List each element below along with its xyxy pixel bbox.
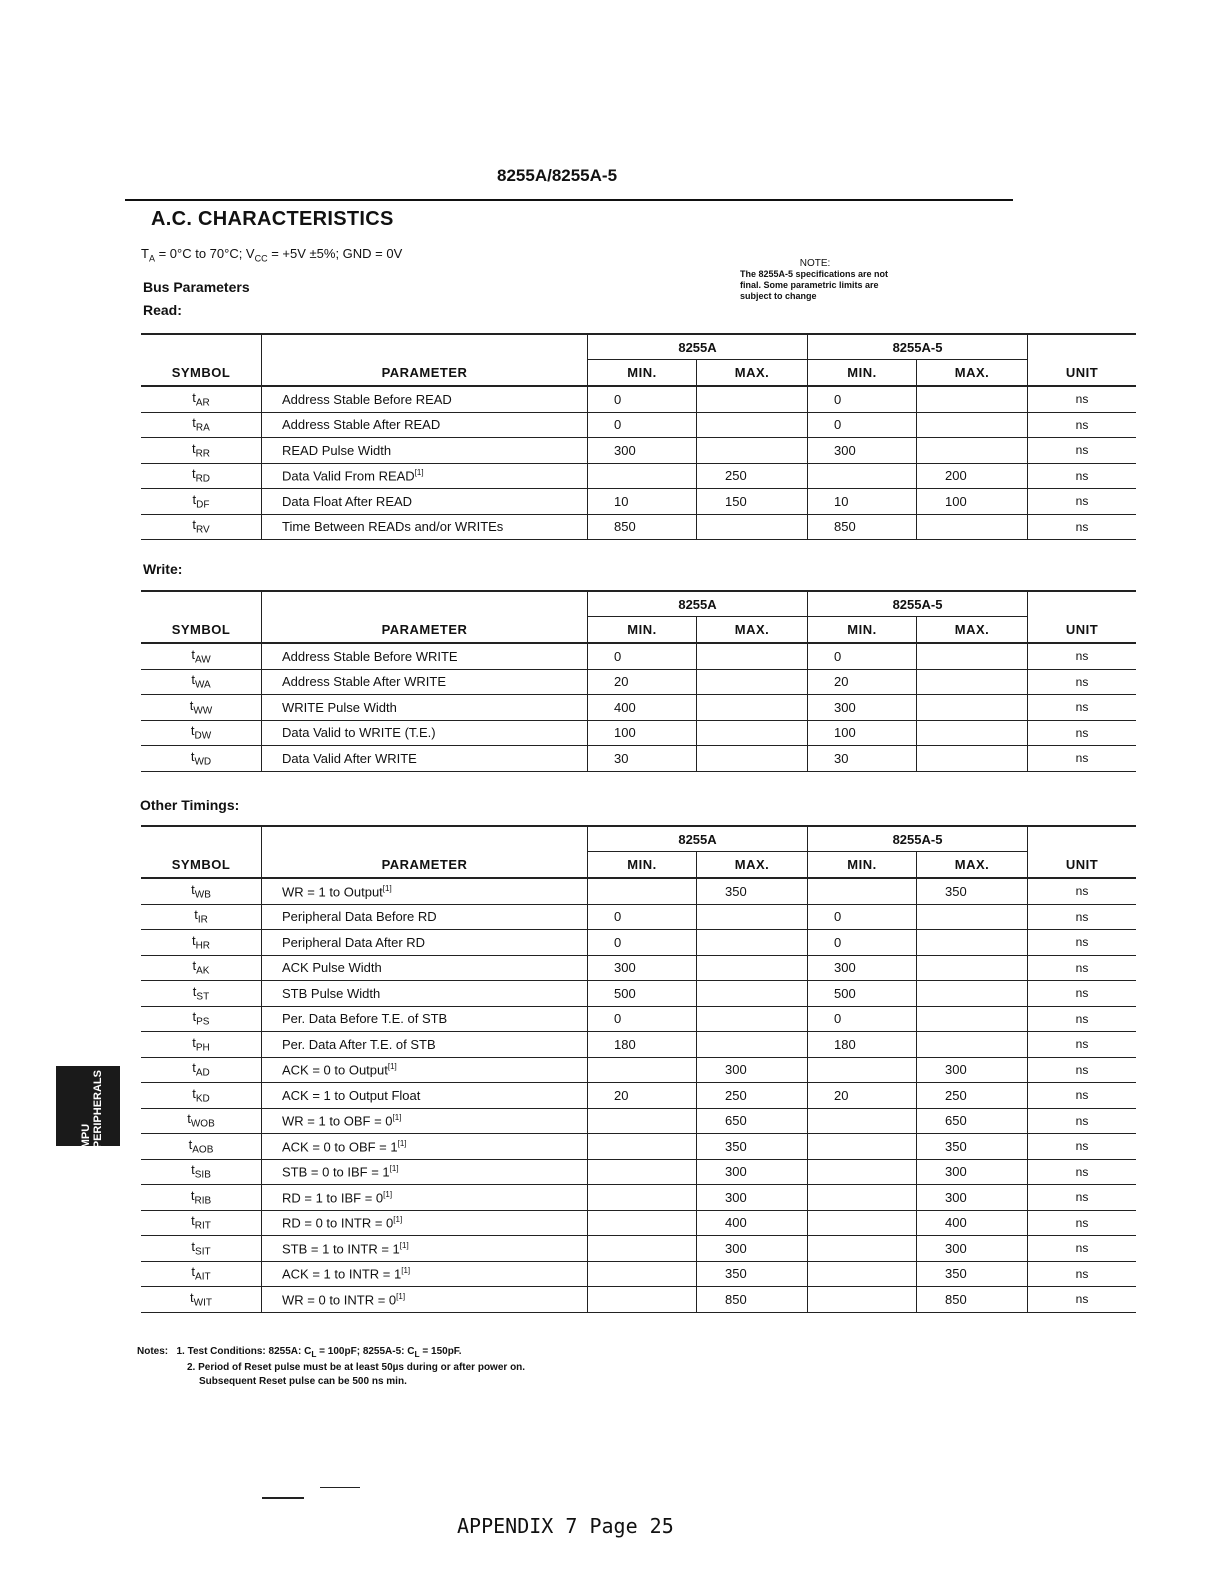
min-8255a-cell: 300 xyxy=(588,955,697,981)
symbol-cell: $t_{WIT}$ xyxy=(141,1287,262,1313)
max-8255a-cell xyxy=(697,438,808,464)
unit-cell: ns xyxy=(1028,695,1137,721)
table-row xyxy=(141,720,1136,746)
parameter-cell: ACK = 1 to Output Float xyxy=(262,1083,588,1109)
max-8255a-5-cell xyxy=(917,904,1028,930)
min-8255a-5-cell: 100 xyxy=(808,720,917,746)
symbol-cell: $t_{RIB}$ xyxy=(141,1185,262,1211)
min-8255a-cell xyxy=(588,1159,697,1185)
min-8255a-5-cell: 20 xyxy=(808,1083,917,1109)
min-8255a-cell xyxy=(588,1210,697,1236)
parameter-cell: Peripheral Data After RD xyxy=(262,930,588,956)
column-header-max: MAX. xyxy=(697,852,808,879)
max-8255a-cell: 400 xyxy=(697,1210,808,1236)
group-header-8255a-5: 8255A-5 xyxy=(808,826,1028,852)
symbol-cell: $t_{KD}$ xyxy=(141,1083,262,1109)
symbol-cell: $t_{WW}$ xyxy=(141,695,262,721)
min-8255a-cell: 180 xyxy=(588,1032,697,1058)
unit-cell: ns xyxy=(1028,1083,1137,1109)
min-8255a-cell xyxy=(588,1185,697,1211)
symbol-cell: $t_{WD}$ xyxy=(141,746,262,772)
table-row xyxy=(141,386,1136,412)
symbol-cell: $t_{DF}$ xyxy=(141,489,262,515)
max-8255a-5-cell: 200 xyxy=(917,463,1028,489)
table-row xyxy=(141,1032,1136,1058)
min-8255a-5-cell xyxy=(808,1185,917,1211)
section-write: Write: xyxy=(143,561,183,577)
table-row xyxy=(141,463,1136,489)
max-8255a-5-cell xyxy=(917,746,1028,772)
parameter-cell: Data Valid From READ[1] xyxy=(262,463,588,489)
table-row xyxy=(141,669,1136,695)
column-header-symbol: SYMBOL xyxy=(141,617,262,644)
parameter-cell: Data Float After READ xyxy=(262,489,588,515)
unit-cell: ns xyxy=(1028,1108,1137,1134)
group-header-8255a: 8255A xyxy=(588,591,808,617)
max-8255a-cell xyxy=(697,695,808,721)
min-8255a-cell: 10 xyxy=(588,489,697,515)
max-8255a-5-cell xyxy=(917,1006,1028,1032)
min-8255a-cell: 300 xyxy=(588,438,697,464)
unit-cell: ns xyxy=(1028,1134,1137,1160)
parameter-cell: STB = 0 to IBF = 1[1] xyxy=(262,1159,588,1185)
unit-cell: ns xyxy=(1028,720,1137,746)
min-8255a-5-cell xyxy=(808,1287,917,1313)
max-8255a-5-cell xyxy=(917,981,1028,1007)
max-8255a-5-cell xyxy=(917,1032,1028,1058)
page-footer: APPENDIX 7 Page 25 xyxy=(457,1514,674,1538)
parameter-cell: STB Pulse Width xyxy=(262,981,588,1007)
max-8255a-cell: 300 xyxy=(697,1185,808,1211)
parameter-cell: Time Between READs and/or WRITEs xyxy=(262,514,588,540)
min-8255a-cell: 400 xyxy=(588,695,697,721)
max-8255a-5-cell xyxy=(917,643,1028,669)
table-row xyxy=(141,1006,1136,1032)
max-8255a-cell: 350 xyxy=(697,878,808,904)
column-header-symbol: SYMBOL xyxy=(141,360,262,387)
section-read: Read: xyxy=(143,302,182,318)
max-8255a-5-cell: 300 xyxy=(917,1236,1028,1262)
table-row xyxy=(141,930,1136,956)
symbol-cell: $t_{AK}$ xyxy=(141,955,262,981)
table-row xyxy=(141,695,1136,721)
max-8255a-5-cell: 300 xyxy=(917,1057,1028,1083)
unit-cell: ns xyxy=(1028,1057,1137,1083)
min-8255a-cell: 30 xyxy=(588,746,697,772)
table-row xyxy=(141,955,1136,981)
parameter-cell: WR = 1 to Output[1] xyxy=(262,878,588,904)
parameter-cell: Per. Data Before T.E. of STB xyxy=(262,1006,588,1032)
symbol-cell: $t_{RD}$ xyxy=(141,463,262,489)
max-8255a-cell xyxy=(697,955,808,981)
max-8255a-5-cell: 400 xyxy=(917,1210,1028,1236)
min-8255a-5-cell xyxy=(808,463,917,489)
max-8255a-5-cell: 350 xyxy=(917,1134,1028,1160)
group-header-8255a-5: 8255A-5 xyxy=(808,591,1028,617)
note-text: The 8255A-5 specifications are not final. Some parametric limits are subject to change xyxy=(740,269,889,301)
symbol-cell: $t_{HR}$ xyxy=(141,930,262,956)
unit-cell: ns xyxy=(1028,1032,1137,1058)
parameter-cell: ACK = 0 to Output[1] xyxy=(262,1057,588,1083)
side-tab: MPU PERIPHERALS xyxy=(56,1066,120,1146)
min-8255a-cell: 100 xyxy=(588,720,697,746)
min-8255a-5-cell: 300 xyxy=(808,955,917,981)
symbol-cell: $t_{AOB}$ xyxy=(141,1134,262,1160)
symbol-cell: $t_{WA}$ xyxy=(141,669,262,695)
max-8255a-5-cell xyxy=(917,695,1028,721)
unit-cell: ns xyxy=(1028,746,1137,772)
table-row xyxy=(141,412,1136,438)
table-row xyxy=(141,1236,1136,1262)
scan-mark xyxy=(262,1497,304,1499)
max-8255a-5-cell: 350 xyxy=(917,1261,1028,1287)
min-8255a-5-cell xyxy=(808,1057,917,1083)
table-row xyxy=(141,1134,1136,1160)
max-8255a-5-cell: 250 xyxy=(917,1083,1028,1109)
symbol-cell: $t_{SIT}$ xyxy=(141,1236,262,1262)
parameter-cell: Address Stable Before WRITE xyxy=(262,643,588,669)
max-8255a-5-cell: 300 xyxy=(917,1159,1028,1185)
notes-block xyxy=(137,1345,525,1389)
min-8255a-cell xyxy=(588,1108,697,1134)
column-header-unit: UNIT xyxy=(1028,852,1137,879)
max-8255a-cell xyxy=(697,1032,808,1058)
symbol-cell: $t_{DW}$ xyxy=(141,720,262,746)
min-8255a-5-cell: 0 xyxy=(808,1006,917,1032)
symbol-cell: $t_{PS}$ xyxy=(141,1006,262,1032)
min-8255a-5-cell: 20 xyxy=(808,669,917,695)
max-8255a-cell xyxy=(697,981,808,1007)
max-8255a-cell xyxy=(697,669,808,695)
symbol-cell: $t_{RV}$ xyxy=(141,514,262,540)
max-8255a-5-cell: 300 xyxy=(917,1185,1028,1211)
min-8255a-5-cell xyxy=(808,1261,917,1287)
max-8255a-cell: 300 xyxy=(697,1159,808,1185)
column-header-min: MIN. xyxy=(808,360,917,387)
max-8255a-cell: 150 xyxy=(697,489,808,515)
min-8255a-5-cell: 850 xyxy=(808,514,917,540)
min-8255a-cell: 0 xyxy=(588,1006,697,1032)
min-8255a-5-cell xyxy=(808,1236,917,1262)
min-8255a-5-cell xyxy=(808,1134,917,1160)
max-8255a-cell: 650 xyxy=(697,1108,808,1134)
table-row xyxy=(141,878,1136,904)
min-8255a-5-cell: 30 xyxy=(808,746,917,772)
parameter-cell: Per. Data After T.E. of STB xyxy=(262,1032,588,1058)
max-8255a-5-cell: 100 xyxy=(917,489,1028,515)
max-8255a-cell xyxy=(697,386,808,412)
min-8255a-5-cell xyxy=(808,1108,917,1134)
parameter-cell: WR = 0 to INTR = 0[1] xyxy=(262,1287,588,1313)
column-header-parameter: PARAMETER xyxy=(262,360,588,387)
max-8255a-5-cell: 650 xyxy=(917,1108,1028,1134)
parameter-cell: ACK Pulse Width xyxy=(262,955,588,981)
group-header-8255a-5: 8255A-5 xyxy=(808,334,1028,360)
max-8255a-5-cell xyxy=(917,720,1028,746)
parameter-cell: READ Pulse Width xyxy=(262,438,588,464)
min-8255a-cell xyxy=(588,1287,697,1313)
column-header-min: MIN. xyxy=(588,852,697,879)
column-header-min: MIN. xyxy=(588,360,697,387)
min-8255a-cell xyxy=(588,1057,697,1083)
table-row xyxy=(141,1261,1136,1287)
note-3: Subsequent Reset pulse can be 500 ns min. xyxy=(199,1376,407,1387)
min-8255a-cell xyxy=(588,1134,697,1160)
min-8255a-5-cell: 180 xyxy=(808,1032,917,1058)
table-row xyxy=(141,1159,1136,1185)
unit-cell: ns xyxy=(1028,386,1137,412)
unit-cell: ns xyxy=(1028,1287,1137,1313)
parameter-cell: STB = 1 to INTR = 1[1] xyxy=(262,1236,588,1262)
symbol-cell: $t_{RA}$ xyxy=(141,412,262,438)
max-8255a-cell: 350 xyxy=(697,1134,808,1160)
unit-cell: ns xyxy=(1028,438,1137,464)
max-8255a-5-cell: 850 xyxy=(917,1287,1028,1313)
max-8255a-5-cell xyxy=(917,930,1028,956)
table-row xyxy=(141,746,1136,772)
symbol-cell: $t_{AD}$ xyxy=(141,1057,262,1083)
column-header-min: MIN. xyxy=(588,617,697,644)
page-title: A.C. CHARACTERISTICS xyxy=(151,208,394,230)
min-8255a-5-cell: 10 xyxy=(808,489,917,515)
parameter-cell: WR = 1 to OBF = 0[1] xyxy=(262,1108,588,1134)
max-8255a-cell: 250 xyxy=(697,1083,808,1109)
max-8255a-5-cell xyxy=(917,438,1028,464)
column-header-max: MAX. xyxy=(697,617,808,644)
max-8255a-5-cell: 350 xyxy=(917,878,1028,904)
table-row xyxy=(141,1057,1136,1083)
parameter-cell: Address Stable After WRITE xyxy=(262,669,588,695)
column-header-max: MAX. xyxy=(917,617,1028,644)
min-8255a-cell: 850 xyxy=(588,514,697,540)
parameter-cell: RD = 0 to INTR = 0[1] xyxy=(262,1210,588,1236)
max-8255a-cell xyxy=(697,930,808,956)
parameter-cell: Peripheral Data Before RD xyxy=(262,904,588,930)
section-bus-parameters: Bus Parameters xyxy=(143,279,250,295)
min-8255a-5-cell: 0 xyxy=(808,904,917,930)
group-header-8255a: 8255A xyxy=(588,334,808,360)
column-header-max: MAX. xyxy=(697,360,808,387)
min-8255a-cell: 0 xyxy=(588,930,697,956)
note-box xyxy=(740,258,890,302)
unit-cell: ns xyxy=(1028,412,1137,438)
table-row xyxy=(141,489,1136,515)
max-8255a-cell: 300 xyxy=(697,1236,808,1262)
parameter-cell: Address Stable Before READ xyxy=(262,386,588,412)
max-8255a-cell xyxy=(697,746,808,772)
min-8255a-cell: 500 xyxy=(588,981,697,1007)
min-8255a-cell xyxy=(588,878,697,904)
max-8255a-cell xyxy=(697,720,808,746)
max-8255a-5-cell xyxy=(917,412,1028,438)
min-8255a-cell xyxy=(588,1261,697,1287)
table-row xyxy=(141,981,1136,1007)
column-header-symbol: SYMBOL xyxy=(141,852,262,879)
group-header-8255a: 8255A xyxy=(588,826,808,852)
unit-cell: ns xyxy=(1028,955,1137,981)
table-row xyxy=(141,1108,1136,1134)
max-8255a-5-cell xyxy=(917,955,1028,981)
min-8255a-cell: 0 xyxy=(588,386,697,412)
min-8255a-5-cell: 0 xyxy=(808,386,917,412)
table-row xyxy=(141,1185,1136,1211)
operating-conditions: $T_A = 0^\circ C$ to 70°C; $V_{CC} = +5V \pm 5\%$; GND = 0V xyxy=(141,246,403,264)
min-8255a-5-cell xyxy=(808,1159,917,1185)
min-8255a-5-cell xyxy=(808,1210,917,1236)
symbol-cell: $t_{WB}$ xyxy=(141,878,262,904)
symbol-cell: $t_{SIB}$ xyxy=(141,1159,262,1185)
unit-cell: ns xyxy=(1028,1185,1137,1211)
parameter-cell: ACK = 0 to OBF = 1[1] xyxy=(262,1134,588,1160)
column-header-min: MIN. xyxy=(808,617,917,644)
max-8255a-cell xyxy=(697,904,808,930)
max-8255a-cell xyxy=(697,1006,808,1032)
symbol-cell: $t_{AW}$ xyxy=(141,643,262,669)
unit-cell: ns xyxy=(1028,669,1137,695)
header-rule xyxy=(125,199,1013,201)
parameter-cell: RD = 1 to IBF = 0[1] xyxy=(262,1185,588,1211)
part-number: 8255A/8255A-5 xyxy=(497,166,618,185)
parameter-cell: Data Valid After WRITE xyxy=(262,746,588,772)
column-header-parameter: PARAMETER xyxy=(262,617,588,644)
max-8255a-cell: 250 xyxy=(697,463,808,489)
symbol-cell: $t_{RR}$ xyxy=(141,438,262,464)
unit-cell: ns xyxy=(1028,1261,1137,1287)
max-8255a-cell: 350 xyxy=(697,1261,808,1287)
min-8255a-cell: 20 xyxy=(588,669,697,695)
unit-cell: ns xyxy=(1028,1006,1137,1032)
note-1: Notes: 1. Test Conditions: 8255A: $C_L = 100pF$; 8255A-5: $C_L = 150pF$. xyxy=(137,1346,462,1359)
column-header-parameter: PARAMETER xyxy=(262,852,588,879)
column-header-min: MIN. xyxy=(808,852,917,879)
unit-cell: ns xyxy=(1028,1236,1137,1262)
other-timings-table xyxy=(141,825,1136,1313)
symbol-cell: $t_{WOB}$ xyxy=(141,1108,262,1134)
min-8255a-5-cell: 300 xyxy=(808,695,917,721)
parameter-cell: ACK = 1 to INTR = 1[1] xyxy=(262,1261,588,1287)
symbol-cell: $t_{IR}$ xyxy=(141,904,262,930)
unit-cell: ns xyxy=(1028,463,1137,489)
scan-mark xyxy=(320,1487,360,1488)
min-8255a-5-cell: 0 xyxy=(808,643,917,669)
parameter-cell: Data Valid to WRITE (T.E.) xyxy=(262,720,588,746)
symbol-cell: $t_{AR}$ xyxy=(141,386,262,412)
unit-cell: ns xyxy=(1028,1210,1137,1236)
max-8255a-cell xyxy=(697,643,808,669)
unit-cell: ns xyxy=(1028,1159,1137,1185)
unit-cell: ns xyxy=(1028,930,1137,956)
symbol-cell: $t_{AIT}$ xyxy=(141,1261,262,1287)
unit-cell: ns xyxy=(1028,981,1137,1007)
symbol-cell: $t_{RIT}$ xyxy=(141,1210,262,1236)
min-8255a-5-cell: 0 xyxy=(808,412,917,438)
table-row xyxy=(141,1083,1136,1109)
write-table xyxy=(141,590,1136,772)
unit-cell: ns xyxy=(1028,643,1137,669)
note-2: 2. Period of Reset pulse must be at least 50µs during or after power on. xyxy=(187,1362,526,1373)
min-8255a-5-cell: 0 xyxy=(808,930,917,956)
table-row xyxy=(141,1287,1136,1313)
max-8255a-cell: 850 xyxy=(697,1287,808,1313)
section-other-timings: Other Timings: xyxy=(140,797,240,813)
unit-cell: ns xyxy=(1028,878,1137,904)
min-8255a-5-cell: 500 xyxy=(808,981,917,1007)
table-row xyxy=(141,1210,1136,1236)
max-8255a-cell: 300 xyxy=(697,1057,808,1083)
min-8255a-cell xyxy=(588,463,697,489)
max-8255a-5-cell xyxy=(917,386,1028,412)
min-8255a-5-cell xyxy=(808,878,917,904)
unit-cell: ns xyxy=(1028,514,1137,540)
note-title: NOTE: xyxy=(799,258,831,269)
min-8255a-cell xyxy=(588,1236,697,1262)
notes-label: Notes: xyxy=(137,1346,169,1357)
max-8255a-5-cell xyxy=(917,514,1028,540)
min-8255a-cell: 20 xyxy=(588,1083,697,1109)
parameter-cell: Address Stable After READ xyxy=(262,412,588,438)
max-8255a-cell xyxy=(697,514,808,540)
min-8255a-cell: 0 xyxy=(588,643,697,669)
symbol-cell: $t_{ST}$ xyxy=(141,981,262,1007)
column-header-unit: UNIT xyxy=(1028,360,1137,387)
read-table xyxy=(141,333,1136,540)
min-8255a-cell: 0 xyxy=(588,904,697,930)
parameter-cell: WRITE Pulse Width xyxy=(262,695,588,721)
column-header-max: MAX. xyxy=(917,360,1028,387)
table-row xyxy=(141,438,1136,464)
unit-cell: ns xyxy=(1028,904,1137,930)
table-row xyxy=(141,643,1136,669)
min-8255a-5-cell: 300 xyxy=(808,438,917,464)
max-8255a-5-cell xyxy=(917,669,1028,695)
table-row xyxy=(141,904,1136,930)
symbol-cell: $t_{PH}$ xyxy=(141,1032,262,1058)
unit-cell: ns xyxy=(1028,489,1137,515)
table-row xyxy=(141,514,1136,540)
column-header-unit: UNIT xyxy=(1028,617,1137,644)
max-8255a-cell xyxy=(697,412,808,438)
min-8255a-cell: 0 xyxy=(588,412,697,438)
column-header-max: MAX. xyxy=(917,852,1028,879)
